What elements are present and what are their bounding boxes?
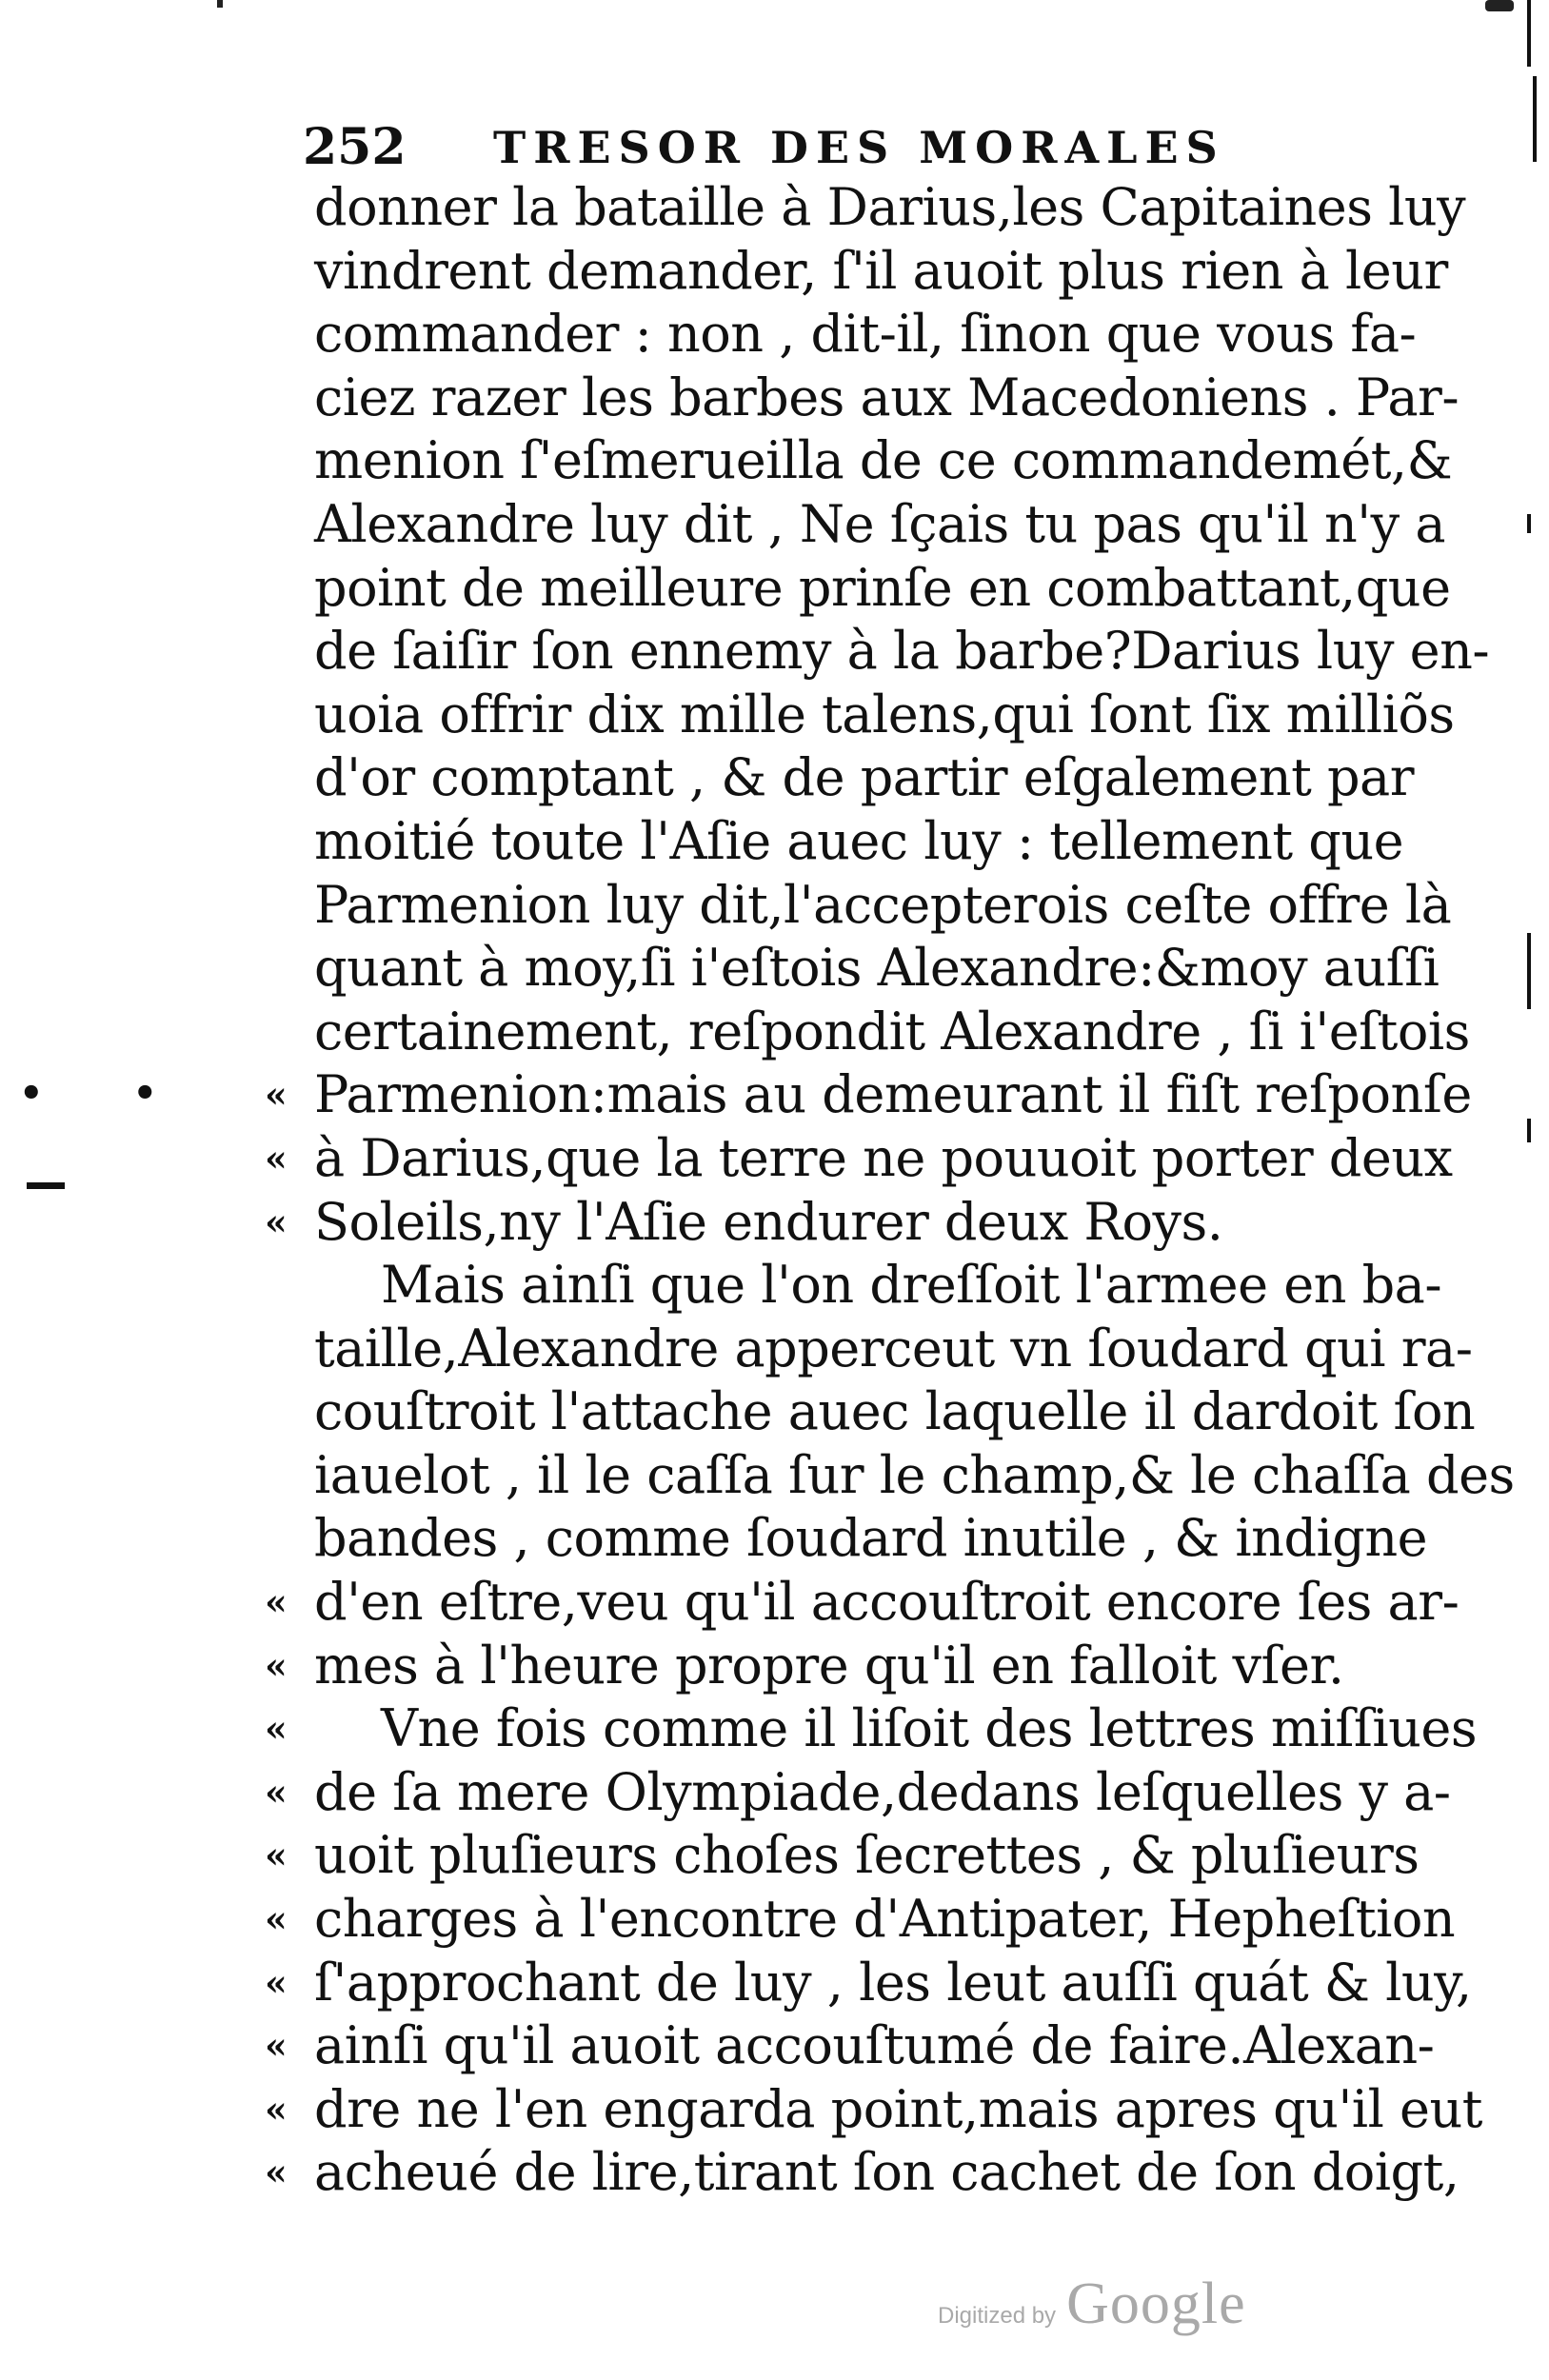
- running-title: TRESOR DES MORALES: [493, 122, 1225, 173]
- margin-quote-mark: «: [265, 1643, 288, 1687]
- text-line: [265, 1063, 1472, 1127]
- line-text: dre ne l'en engarda point,mais apres qu'il eut: [314, 2078, 1482, 2139]
- text-line: [314, 810, 1404, 874]
- margin-dash-mark: [27, 1182, 65, 1189]
- line-text: Vne fois comme il liſoit des lettres miſſiues: [381, 1698, 1478, 1759]
- line-text: ſ'approchant de luy , les leut auſſi quát & luy,: [314, 1952, 1472, 2013]
- line-text: Alexandre luy dit , Ne ſçais tu pas qu'il n'y a: [314, 493, 1446, 554]
- line-text: d'en eſtre,veu qu'il accouſtroit encore ſes ar-: [314, 1572, 1460, 1633]
- line-text: d'or comptant , & de partir eſgalement par: [314, 747, 1415, 808]
- line-text: bandes , comme ſoudard inutile , & indigne: [314, 1508, 1428, 1569]
- text-line: [314, 176, 1466, 240]
- body-text: [265, 176, 1515, 2205]
- line-text: de ſa mere Olympiade,dedans leſquelles y a-: [314, 1761, 1451, 1822]
- text-line: [314, 367, 1460, 430]
- line-text: certainement, reſpondit Alexandre , ſi i'eſtois: [314, 1001, 1470, 1061]
- text-line: [265, 1888, 1456, 1952]
- line-text: taille,Alexandre apperceut vn ſoudard qui ra-: [314, 1318, 1473, 1378]
- text-line: [314, 429, 1453, 493]
- text-line: [265, 1635, 1361, 1698]
- text-line: [314, 1380, 1476, 1444]
- text-line: [314, 937, 1440, 1001]
- google-logo: Google: [1066, 2271, 1246, 2336]
- line-text: Parmenion luy dit,l'accepterois ceſte offre là: [314, 874, 1452, 935]
- text-line: [314, 1318, 1473, 1381]
- text-line: [265, 2014, 1435, 2078]
- ink-smudge: [1485, 0, 1514, 11]
- text-line: [314, 620, 1490, 684]
- margin-quote-mark: «: [265, 2087, 288, 2131]
- text-line: [314, 874, 1452, 938]
- text-line: [314, 1444, 1515, 1508]
- text-line: [265, 2078, 1482, 2142]
- line-text: commander : non , dit-il, ſinon que vous fa-: [314, 304, 1417, 365]
- line-text: vindrent demander, ſ'il auoit plus rien à leur: [314, 240, 1448, 301]
- text-line: [314, 1254, 1442, 1318]
- line-text: Soleils,ny l'Aſie endurer deux Roys.: [314, 1191, 1223, 1252]
- text-line: [265, 2141, 1460, 2205]
- line-text: point de meilleure prinſe en combattant,que: [314, 557, 1451, 618]
- margin-quote-mark: «: [265, 1834, 288, 1877]
- text-line: [314, 493, 1446, 557]
- line-text: acheué de lire,tirant ſon cachet de ſon doigt,: [314, 2142, 1460, 2203]
- margin-quote-mark: «: [265, 1897, 288, 1941]
- text-line: [314, 240, 1448, 304]
- margin-quote-mark: «: [265, 1770, 288, 1814]
- line-text: ciez razer les barbes aux Macedoniens . Par-: [314, 367, 1460, 427]
- line-text: de ſaiſir ſon ennemy à la barbe?Darius luy en-: [314, 621, 1490, 682]
- margin-quote-mark: «: [265, 1136, 288, 1180]
- text-line: [314, 557, 1451, 621]
- text-line: [265, 1761, 1451, 1825]
- ink-speck: [217, 0, 223, 8]
- margin-dots-mark: • •: [19, 1071, 196, 1116]
- margin-quote-mark: «: [265, 1960, 288, 2004]
- page-edge-line: [1527, 0, 1531, 67]
- line-text: mes à l'heure propre qu'il en falloit vſer.: [314, 1635, 1344, 1696]
- text-line: [314, 303, 1417, 367]
- text-line: [265, 1191, 1361, 1255]
- line-text: uoia offrir dix mille talens,qui ſont ſix milliõs: [314, 684, 1455, 744]
- line-text: Parmenion:mais au demeurant il fiſt reſponſe: [314, 1064, 1472, 1125]
- text-line: [265, 1571, 1460, 1635]
- line-text: moitié toute l'Aſie auec luy : tellement que: [314, 810, 1404, 871]
- line-text: Mais ainſi que l'on dreſſoit l'armee en ba-: [381, 1255, 1442, 1316]
- page-number: 252: [303, 118, 407, 176]
- margin-quote-mark: «: [265, 2151, 288, 2194]
- running-head: [303, 114, 1225, 181]
- line-text: charges à l'encontre d'Antipater, Hepheſtion: [314, 1889, 1456, 1950]
- line-text: quant à moy,ſi i'eſtois Alexandre:&moy auſſi: [314, 938, 1440, 999]
- text-line: [314, 684, 1455, 747]
- watermark-prefix: Digitized by: [938, 2303, 1057, 2329]
- line-text: uoit pluſieurs choſes ſecrettes , & pluſieurs: [314, 1825, 1420, 1886]
- line-text: menion ſ'eſmerueilla de ce commandemét,&: [314, 430, 1453, 491]
- line-text: à Darius,que la terre ne pouuoit porter deux: [314, 1127, 1453, 1188]
- text-line: [314, 1507, 1428, 1571]
- page-edge-line: [1533, 76, 1537, 162]
- digitized-watermark: [938, 2271, 1246, 2338]
- text-line: [265, 1697, 1478, 1761]
- line-text: donner la bataille à Darius,les Capitaines luy: [314, 177, 1466, 237]
- margin-quote-mark: «: [265, 2024, 288, 2068]
- margin-quote-mark: «: [265, 1580, 288, 1624]
- page-edge-line: [1527, 933, 1531, 1009]
- text-line: [265, 1824, 1420, 1888]
- margin-quote-mark: «: [265, 1707, 288, 1751]
- text-line: [314, 746, 1415, 810]
- text-line: [265, 1952, 1472, 2015]
- margin-quote-mark: «: [265, 1200, 288, 1243]
- page-edge-line: [1527, 1119, 1531, 1142]
- margin-quote-mark: «: [265, 1073, 288, 1117]
- text-line: [265, 1127, 1453, 1191]
- text-line: [314, 1001, 1470, 1064]
- line-text: couſtroit l'attache auec laquelle il dardoit ſon: [314, 1381, 1476, 1442]
- line-text: ainſi qu'il auoit accouſtumé de faire.Alexan-: [314, 2015, 1435, 2076]
- page-edge-line: [1527, 514, 1531, 533]
- line-text: iauelot , il le caſſa ſur le champ,& le chaſſa des: [314, 1444, 1515, 1505]
